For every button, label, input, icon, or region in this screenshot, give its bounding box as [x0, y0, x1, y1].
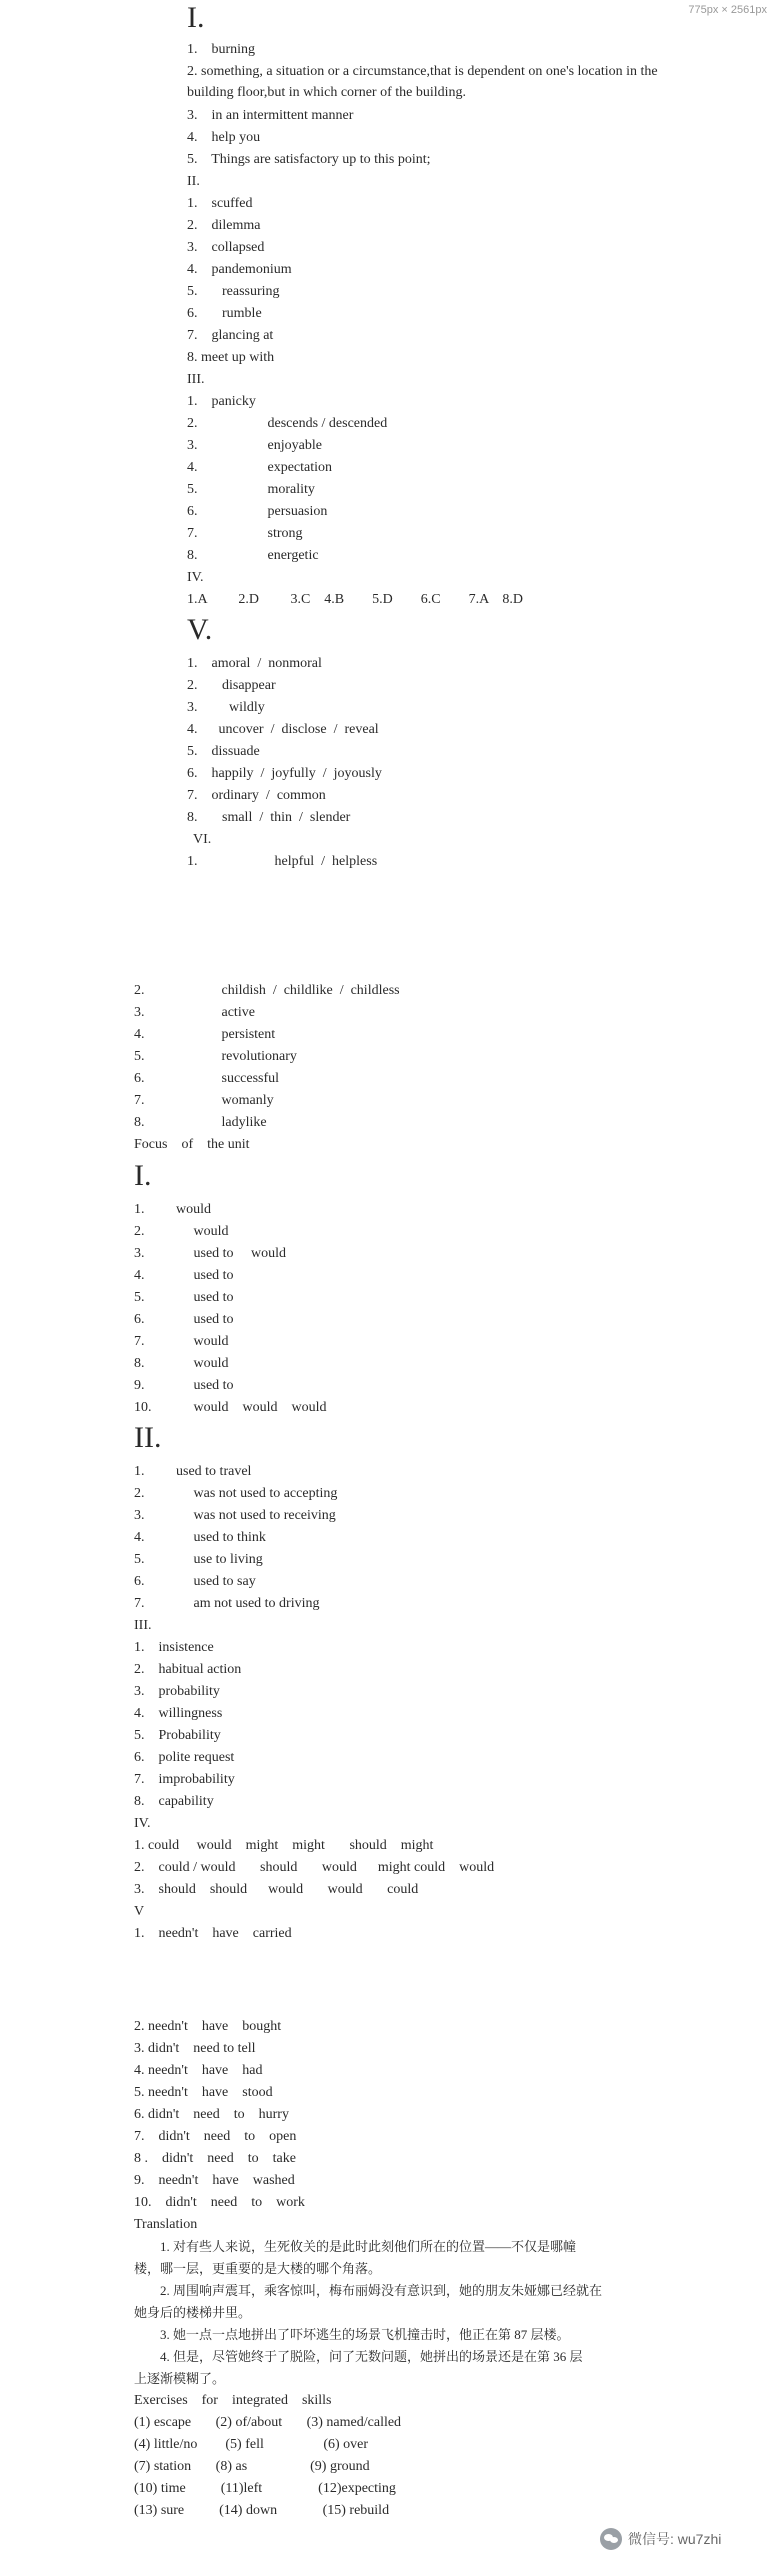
answer-line: 3. probability: [134, 1684, 220, 1699]
answer-line: 1. used to travel: [134, 1464, 252, 1479]
answer-line: 6. used to: [134, 1312, 234, 1327]
answer-line: 3. active: [134, 1005, 255, 1020]
answer-line: 7. strong: [187, 526, 303, 541]
answer-line: 6. successful: [134, 1071, 280, 1086]
section-heading-v: V.: [187, 613, 213, 646]
answer-line: 6. persuasion: [187, 504, 328, 519]
answer-line: 9. used to: [134, 1378, 234, 1393]
section-label-iv: IV.: [134, 1816, 151, 1831]
translation-title: Translation: [134, 2217, 198, 2232]
translation-line: 2. 周围响声震耳，乘客惊叫，梅布丽姆没有意识到，她的朋友朱娅娜已经就在: [134, 2283, 603, 2298]
section-label-v: V: [134, 1904, 145, 1919]
answer-line: 3. used to would: [134, 1246, 287, 1261]
answer-line: 2. childish / childlike / childless: [134, 983, 400, 998]
answer-line: 1. insistence: [134, 1640, 214, 1655]
answer-line: 5. morality: [187, 482, 315, 497]
answer-line: 3. enjoyable: [187, 438, 322, 453]
translation-line: 上逐渐模糊了。: [134, 2371, 226, 2386]
section-label-iii: III.: [187, 372, 205, 387]
answer-line: 8. capability: [134, 1794, 214, 1809]
answer-line: 4. expectation: [187, 460, 333, 475]
answer-line: 5. reassuring: [187, 284, 280, 299]
answer-line: 10. didn't need to work: [134, 2195, 305, 2210]
answer-line: 3. collapsed: [187, 240, 265, 255]
answer-line: 4. used to think: [134, 1530, 266, 1545]
answer-line: 6. used to say: [134, 1574, 256, 1589]
answer-line: 2. habitual action: [134, 1662, 242, 1677]
answer-line: 1. could would might might should might: [134, 1838, 434, 1853]
answer-line: 6. polite request: [134, 1750, 235, 1765]
answer-line: 10. would would would: [134, 1400, 327, 1415]
wechat-icon: [600, 2528, 622, 2550]
section-heading-ii: II.: [134, 1421, 162, 1454]
translation-line: 3. 她一点一点地拼出了吓坏逃生的场景飞机撞击时，他正在第 87 层楼。: [134, 2327, 570, 2342]
section-heading-i: I.: [134, 1159, 152, 1192]
answer-line: 8 . didn't need to take: [134, 2151, 296, 2166]
answer-line: 2. something, a situation or a circumstance,that is dependent on one's location in the: [187, 64, 658, 79]
focus-title: Focus of the unit: [134, 1137, 250, 1152]
section-label-iv: IV.: [187, 570, 204, 585]
answer-line: 8. meet up with: [187, 350, 275, 365]
answer-line: 5. dissuade: [187, 744, 260, 759]
answer-line: 4. persistent: [134, 1027, 276, 1042]
answer-line: 8. energetic: [187, 548, 319, 563]
exercise-answers-line: (10) time (11)left (12)expecting: [134, 2481, 396, 2496]
answer-line: 1.A 2.D 3.C 4.B 5.D 6.C 7.A 8.D: [187, 592, 524, 607]
answer-line: 5. revolutionary: [134, 1049, 297, 1064]
answer-line: 9. needn't have washed: [134, 2173, 295, 2188]
translation-line: 她身后的楼梯井里。: [134, 2305, 252, 2320]
answer-line: 2. needn't have bought: [134, 2019, 282, 2034]
answer-line: 5. used to: [134, 1290, 234, 1305]
answer-line: 7. would: [134, 1334, 229, 1349]
answer-line: 4. willingness: [134, 1706, 223, 1721]
answer-line: 2. could / would should would might could would: [134, 1860, 495, 1875]
answer-line: 7. ordinary / common: [187, 788, 326, 803]
answer-line: 3. wildly: [187, 700, 265, 715]
answer-line: 4. help you: [187, 130, 261, 145]
section-label-ii: II.: [187, 174, 200, 189]
answer-line: 1. amoral / nonmoral: [187, 656, 322, 671]
answer-line: 2. descends / descended: [187, 416, 388, 431]
answer-line: 1. needn't have carried: [134, 1926, 292, 1941]
answer-line: 1. scuffed: [187, 196, 253, 211]
answer-line: 3. was not used to receiving: [134, 1508, 336, 1523]
answer-line: 8. ladylike: [134, 1115, 267, 1130]
answer-line: 4. used to: [134, 1268, 234, 1283]
answer-line: building floor,but in which corner of the building.: [187, 85, 467, 100]
answer-line: 2. would: [134, 1224, 229, 1239]
answer-line: 7. improbability: [134, 1772, 235, 1787]
answer-line: 3. in an intermittent manner: [187, 108, 354, 123]
wechat-watermark: [600, 2528, 721, 2550]
section-heading-i: I.: [187, 1, 205, 34]
answer-line: 3. should should would would could: [134, 1882, 419, 1897]
answer-line: 7. didn't need to open: [134, 2129, 297, 2144]
answer-line: 1. would: [134, 1202, 211, 1217]
exercise-answers-line: (4) little/no (5) fell (6) over: [134, 2437, 369, 2452]
exercises-title: Exercises for integrated skills: [134, 2393, 332, 2408]
answer-line: 4. needn't have had: [134, 2063, 263, 2078]
answer-line: 8. small / thin / slender: [187, 810, 351, 825]
answer-line: 2. dilemma: [187, 218, 261, 233]
exercise-answers-line: (7) station (8) as (9) ground: [134, 2459, 370, 2474]
translation-line: 楼，哪一层，更重要的是大楼的哪个角落。: [134, 2261, 382, 2276]
exercise-answers-line: (13) sure (14) down (15) rebuild: [134, 2503, 390, 2518]
answer-line: 5. Things are satisfactory up to this point;: [187, 152, 431, 167]
section-label-vi: VI.: [193, 832, 212, 847]
answer-line: 5. Probability: [134, 1728, 221, 1743]
answer-line: 2. disappear: [187, 678, 276, 693]
answer-line: 6. didn't need to hurry: [134, 2107, 289, 2122]
answer-line: 1. helpful / helpless: [187, 854, 378, 869]
section-label-iii: III.: [134, 1618, 152, 1633]
answer-line: 7. am not used to driving: [134, 1596, 320, 1611]
answer-line: 1. panicky: [187, 394, 256, 409]
answer-line: 6. rumble: [187, 306, 262, 321]
answer-line: 4. pandemonium: [187, 262, 292, 277]
translation-line: 1. 对有些人来说，生死攸关的是此时此刻他们所在的位置——不仅是哪幢: [134, 2239, 577, 2254]
answer-line: 4. uncover / disclose / reveal: [187, 722, 379, 737]
answer-line: 7. glancing at: [187, 328, 274, 343]
answer-line: 5. needn't have stood: [134, 2085, 273, 2100]
answer-line: 3. didn't need to tell: [134, 2041, 256, 2056]
answer-line: 6. happily / joyfully / joyously: [187, 766, 382, 781]
exercise-answers-line: (1) escape (2) of/about (3) named/called: [134, 2415, 402, 2430]
image-dimensions-label: 775px × 2561px: [688, 4, 767, 16]
answer-line: 2. was not used to accepting: [134, 1486, 338, 1501]
answer-line: 8. would: [134, 1356, 229, 1371]
answer-line: 5. use to living: [134, 1552, 263, 1567]
translation-line: 4. 但是，尽管她终于了脱险，问了无数问题，她拼出的场景还是在第 36 层: [134, 2349, 583, 2364]
answer-line: 1. burning: [187, 42, 256, 57]
answer-line: 7. womanly: [134, 1093, 274, 1108]
watermark-text: 微信号: wu7zhi: [628, 2531, 722, 2547]
